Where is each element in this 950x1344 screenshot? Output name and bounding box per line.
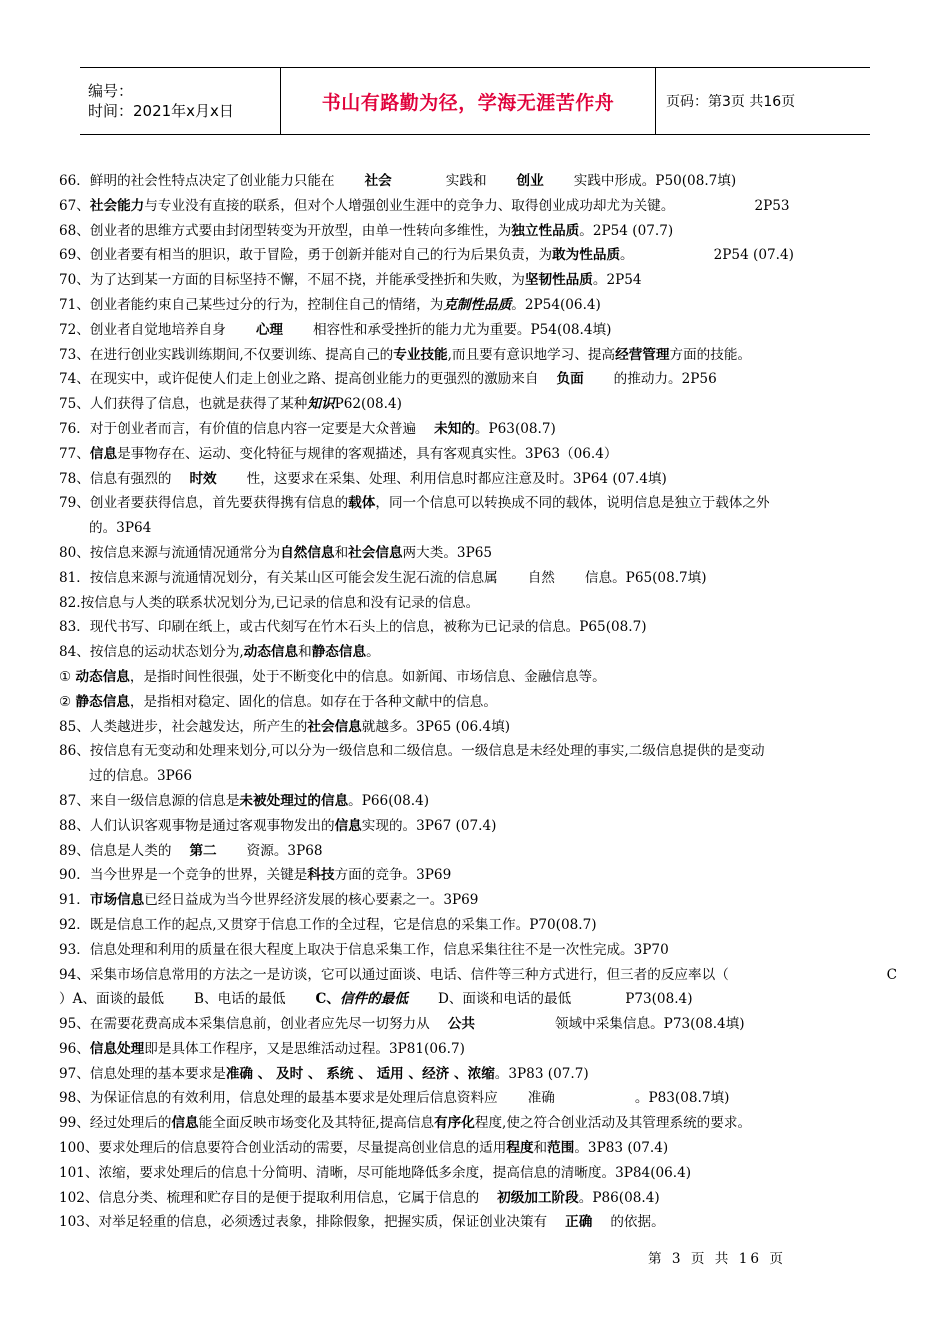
item-85: 85、人类越进步，社会越发达，所产生的社会信息就越多。3P65 (06.4填) (59, 718, 511, 735)
item-66: 66．鲜明的社会性特点决定了创业能力只能在 社会 实践和 创业 实践中形成。P50(08.7填) (59, 173, 737, 189)
item-78: 78、信息有强烈的 时效 性，这要求在采集、处理、利用信息时都应注意及时。3P64 (07.4填) (59, 470, 667, 487)
item-91: 91．市场信息已经日益成为当今世界经济发展的核心要素之一。3P69 (59, 892, 479, 909)
item-103: 103、对举足轻重的信息，必须透过表象，排除假象，把握实质，保证创业决策有 正确 的依据。 (59, 1214, 665, 1231)
item-94-options: ）A、面谈的最低 B、电话的最低 C、信件的最低 D、面谈和电话的最低 P73(08.4) (59, 991, 693, 1008)
motto-text: 书山有路勤为径，学海无涯苦作舟 (321, 91, 615, 114)
item-98: 98、为保证信息的有效利用，信息处理的最基本要求是处理后信息资料应 准确 。P83(08.7填) (59, 1090, 730, 1107)
item-67: 67、社会能力与专业没有直接的联系，但对个人增强创业生涯中的竞争力、取得创业成功却尤为关键。 2P53 (59, 197, 790, 214)
header-table (80, 67, 870, 135)
item-84-dynamic: ① 动态信息，是指时间性很强，处于不断变化中的信息。如新闻、市场信息、金融信息等。 (59, 668, 606, 685)
item-84-static: ② 静态信息，是指相对稳定、固化的信息。如存在于各种文献中的信息。 (59, 693, 497, 710)
item-88: 88、人们认识客观事物是通过客观事物发出的信息实现的。3P67 (07.4) (59, 817, 497, 834)
item-90: 90．当今世界是一个竞争的世界，关键是科技方面的竞争。3P69 (59, 867, 452, 884)
item-94: 94、采集市场信息常用的方法之一是访谈，它可以通过面谈、电话、信件等三种方式进行，但三者的反应率以（ C (59, 966, 897, 983)
item-70: 70、为了达到某一方面的目标坚持不懈，不屈不挠，并能承受挫折和失败，为坚韧性品质。2P54 (59, 272, 642, 289)
time-label: 时间：2021年x月x日 (88, 102, 234, 120)
item-97: 97、信息处理的基本要求是准确 、 及时 、 系统 、 适用 、经济 、浓缩。3P83 (07.7) (59, 1065, 589, 1082)
item-69: 69、创业者要有相当的胆识，敢于冒险，勇于创新并能对自己的行为后果负责，为敢为性品质。 2P54 (07.4) (59, 247, 794, 264)
page-footer: 第 3 页 共 16 页 (648, 1251, 786, 1267)
item-79: 79、创业者要获得信息，首先要获得携有信息的载体，同一个信息可以转换成不同的载体，说明信息是独立于载体之外 (59, 495, 770, 512)
item-87: 87、来自一级信息源的信息是未被处理过的信息。P66(08.4) (59, 792, 430, 809)
document-body (59, 169, 897, 1235)
item-96: 96、信息处理即是具体工作程序，又是思维活动过程。3P81(06.7) (59, 1040, 465, 1057)
item-77: 77、信息是事物存在、运动、变化特征与规律的客观描述，具有客观真实性。3P63（06.4） (59, 445, 618, 462)
item-68: 68、创业者的思维方式要由封闭型转变为开放型，由单一性转向多维性，为独立性品质。2P54 (07.7) (59, 222, 674, 239)
item-93: 93．信息处理和利用的质量在很大程度上取决于信息采集工作，信息采集往往不是一次性完成。3P70 (59, 941, 669, 958)
item-89: 89、信息是人类的 第二 资源。3P68 (59, 842, 323, 859)
item-71: 71、创业者能约束自己某些过分的行为，控制住自己的情绪，为克制性品质。2P54(06.4) (59, 296, 601, 313)
item-80: 80、按信息来源与流通情况通常分为自然信息和社会信息两大类。3P65 (59, 544, 493, 561)
item-81: 81．按信息来源与流通情况划分，有关某山区可能会发生泥石流的信息属 自然 信息。P65(08.7填) (59, 569, 707, 586)
page-label: 页码：第3页 共16页 (666, 94, 796, 110)
item-102: 102、信息分类、梳理和贮存目的是便于提取利用信息，它属于信息的 初级加工阶段。P86(08.4) (59, 1189, 660, 1206)
item-74: 74、在现实中，或许促使人们走上创业之路、提高创业能力的更强烈的激励来自 负面 的推动力。2P56 (59, 371, 717, 388)
item-86-cont: 过的信息。3P66 (89, 768, 193, 785)
item-101: 101、浓缩，要求处理后的信息十分简明、清晰，尽可能地降低多余度，提高信息的清晰度。3P84(06.4) (59, 1164, 692, 1181)
header-right-cell (656, 68, 870, 134)
item-99: 99、经过处理后的信息能全面反映市场变化及其特征,提高信息有序化程度,使之符合创业活动及其管理系统的要求。 (59, 1115, 752, 1132)
item-72: 72、创业者自觉地培养自身 心理 相容性和承受挫折的能力尤为重要。P54(08.4填) (59, 321, 612, 338)
item-84: 84、按信息的运动状态划分为,动态信息和静态信息。 (59, 644, 380, 661)
item-79-cont: 的。3P64 (89, 520, 152, 537)
header-left-cell (80, 68, 280, 134)
header-motto-cell (280, 68, 656, 134)
item-73: 73、在进行创业实践训练期间,不仅要训练、提高自己的专业技能,而且要有意识地学习、提高经营管理方面的技能。 (59, 346, 752, 363)
item-83: 83．现代书写、印刷在纸上，或古代刻写在竹木石头上的信息，被称为已记录的信息。P65(08.7) (59, 619, 647, 636)
item-82: 82.按信息与人类的联系状况划分为,已记录的信息和没有记录的信息。 (59, 594, 480, 611)
item-76: 76．对于创业者而言，有价值的信息内容一定要是大众普遍 未知的。P63(08.7) (59, 420, 556, 437)
item-86: 86、按信息有无变动和处理来划分,可以分为一级信息和二级信息。一级信息是未经处理的事实,二级信息提供的是变动 (59, 743, 765, 760)
item-92: 92．既是信息工作的起点,又贯穿于信息工作的全过程，它是信息的采集工作。P70(08.7) (59, 916, 597, 933)
item-100: 100、要求处理后的信息要符合创业活动的需要，尽量提高创业信息的适用程度和范围。3P83 (07.4) (59, 1140, 669, 1157)
number-label: 编号： (88, 82, 134, 100)
item-95: 95、在需要花费高成本采集信息前，创业者应先尽一切努力从 公共 领域中采集信息。P73(08.4填) (59, 1016, 745, 1033)
item-75: 75、人们获得了信息，也就是获得了某种知识P62(08.4) (59, 396, 402, 413)
